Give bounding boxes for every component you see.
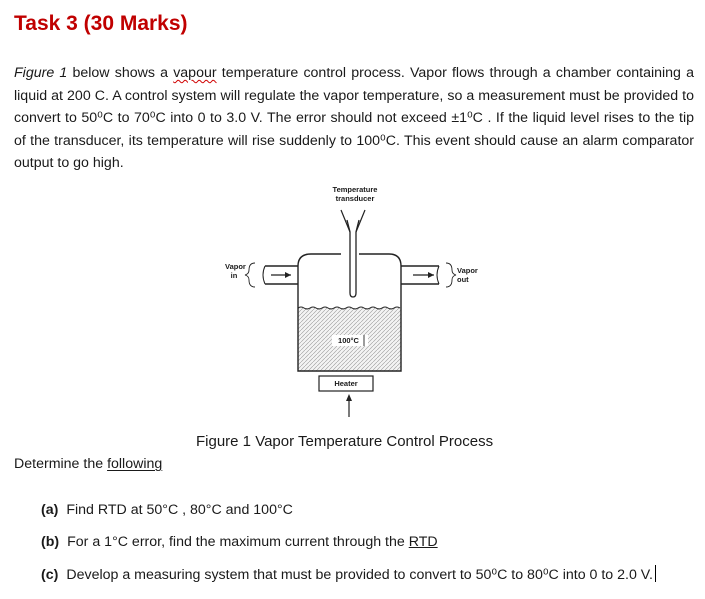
vapor-out-label-line1: Vapor xyxy=(457,266,478,275)
transducer-label xyxy=(315,186,395,203)
inlet-pipe-end xyxy=(263,266,265,284)
vapor-out-brace xyxy=(446,263,456,287)
question-a-letter: (a) xyxy=(41,502,59,518)
question-b-letter: (b) xyxy=(41,534,60,550)
text-cursor xyxy=(655,565,656,582)
outlet-pipe-end xyxy=(437,266,439,284)
transducer-label-line1: Temperature xyxy=(332,185,378,194)
figure-caption: Figure 1 Vapor Temperature Control Process xyxy=(196,433,494,450)
transducer-probe xyxy=(347,220,359,297)
vapor-in-label-line2: in xyxy=(230,270,238,280)
intro-paragraph xyxy=(14,62,694,175)
heater-label: Heater xyxy=(334,379,358,388)
determine-heading xyxy=(14,456,162,472)
question-c-letter: (c) xyxy=(41,567,59,583)
liquid-temperature-label: 100°C xyxy=(338,336,359,345)
question-b xyxy=(41,534,438,550)
question-a xyxy=(41,502,293,518)
vapor-out-label xyxy=(457,267,478,284)
vapor-out-arrowhead xyxy=(428,272,434,278)
vapor-in-brace xyxy=(245,263,255,287)
question-c-text[interactable]: Develop a measuring system that must be provided to convert to 50⁰C to 80⁰C into 0 to 2.0 V. xyxy=(66,567,653,583)
transducer-leads xyxy=(341,210,365,232)
following-word: following xyxy=(107,456,163,472)
determine-text: Determine the xyxy=(14,456,108,472)
question-c xyxy=(41,565,656,583)
figure-reference: Figure 1 xyxy=(14,65,68,81)
vapor-process-figure xyxy=(225,182,495,417)
vapor-in-label-line1: Vapor xyxy=(225,262,246,271)
vapor-out-label-line2: out xyxy=(457,274,469,284)
intro-text-a: below shows a xyxy=(67,65,174,81)
misspelled-word[interactable]: vapour xyxy=(173,65,217,81)
transducer-label-line2: transducer xyxy=(335,193,375,203)
heat-arrowhead xyxy=(346,394,352,401)
intro-text-b: temperature control process. Vapor flows through a chamber containing a liquid at 200 C. A control system will regulate the vapor temperature, so a measurement must be provided to convert to 50⁰C to 70⁰C into 0 to 3.0 V. The error should not exceed ±1⁰C . If the liquid level rises to the tip of the transducer, its temperature will rise suddenly to 100⁰C. This event should cause an alarm comparator output to go high. xyxy=(14,65,694,171)
rtd-word: RTD xyxy=(408,534,438,550)
vapor-in-arrowhead xyxy=(285,272,291,278)
task-title: Task 3 (30 Marks) xyxy=(14,12,188,35)
question-b-text: For a 1°C error, find the maximum current through the xyxy=(67,534,409,550)
vapor-in-label xyxy=(225,262,246,280)
question-a-text: Find RTD at 50°C , 80°C and 100°C xyxy=(66,502,293,518)
